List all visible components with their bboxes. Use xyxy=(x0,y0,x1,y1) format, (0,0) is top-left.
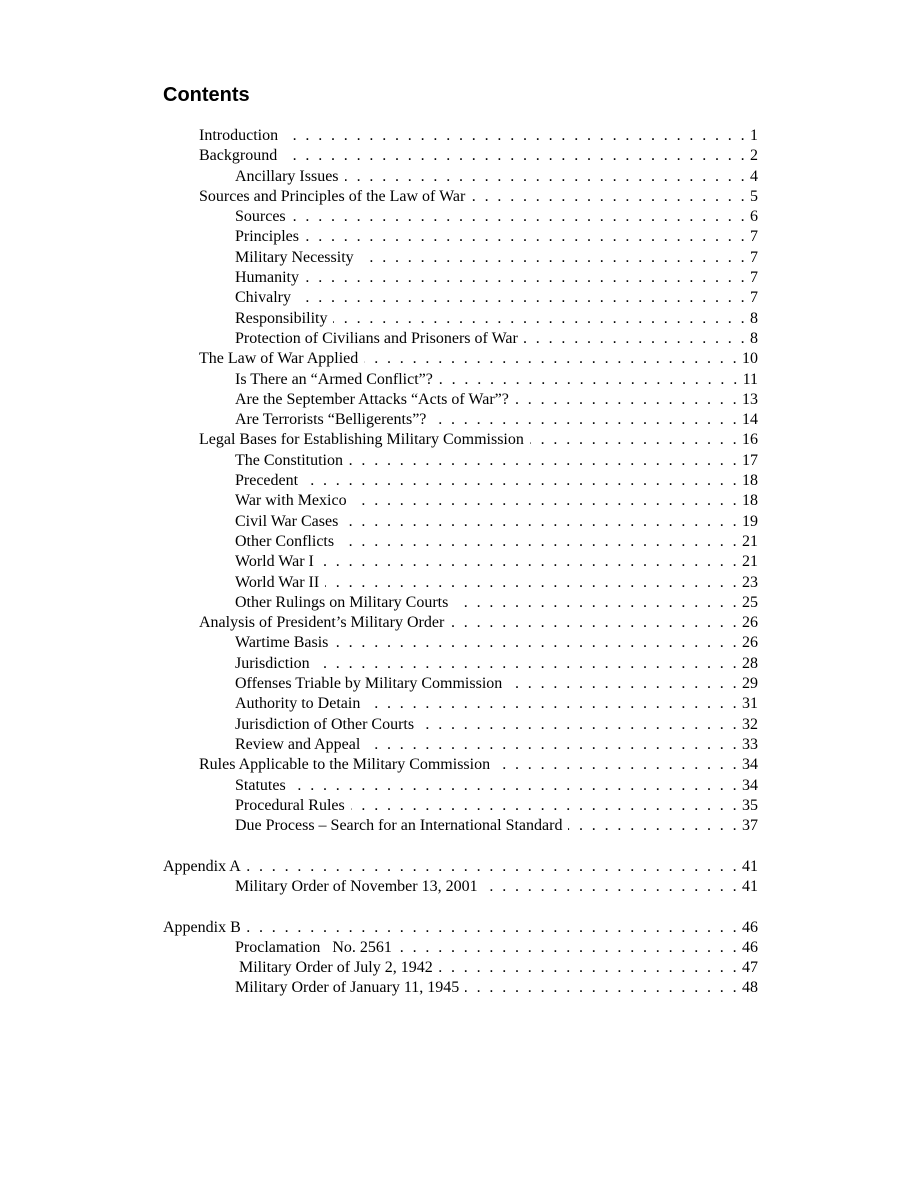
toc-dot-leader xyxy=(398,938,739,958)
toc-entry-title: Offenses Triable by Military Commission xyxy=(235,675,503,693)
toc-entry-page-number: 33 xyxy=(742,735,758,753)
toc-entry-page-number: 28 xyxy=(742,654,758,672)
toc-entry-page-number: 35 xyxy=(742,796,758,814)
toc-entry[interactable] xyxy=(235,329,758,349)
toc-entry[interactable] xyxy=(235,674,758,694)
toc-dot-leader xyxy=(320,552,739,572)
toc-entry-title: Procedural Rules xyxy=(235,796,345,814)
toc-entry[interactable] xyxy=(235,309,758,329)
toc-entry-title: Principles xyxy=(235,228,299,246)
toc-entry-page-number: 26 xyxy=(742,634,758,652)
toc-dot-leader xyxy=(304,471,739,491)
toc-entry-page-number: 4 xyxy=(750,167,758,185)
toc-dot-leader xyxy=(484,877,739,897)
toc-entry[interactable] xyxy=(235,268,758,288)
toc-dot-leader xyxy=(297,288,747,308)
toc-entry[interactable] xyxy=(199,126,758,146)
toc-dot-leader xyxy=(471,187,747,207)
toc-entry-page-number: 1 xyxy=(750,127,758,144)
toc-dot-leader xyxy=(420,715,739,735)
toc-entry-page-number: 7 xyxy=(750,228,758,246)
toc-entry-title: Wartime Basis xyxy=(235,634,329,652)
toc-entry-page-number: 18 xyxy=(742,472,758,490)
toc-entry-title: Ancillary Issues xyxy=(235,167,339,185)
toc-entry[interactable] xyxy=(199,146,758,166)
toc-spacer xyxy=(0,897,920,917)
toc-entry-page-number: 23 xyxy=(742,573,758,591)
toc-dot-leader xyxy=(345,167,747,187)
toc-dot-leader xyxy=(349,451,739,471)
toc-entry[interactable] xyxy=(235,978,758,998)
toc-dot-leader xyxy=(340,532,739,552)
toc-entry-page-number: 47 xyxy=(742,959,758,977)
toc-entry-page-number: 25 xyxy=(742,593,758,611)
toc-entry[interactable] xyxy=(199,755,758,775)
toc-entry-title: Jurisdiction xyxy=(235,654,310,672)
toc-entry-page-number: 46 xyxy=(742,918,758,936)
toc-entry[interactable] xyxy=(235,877,758,897)
toc-entry-title: Appendix A xyxy=(163,857,241,875)
toc-dot-leader xyxy=(432,410,739,430)
toc-entry-title: Review and Appeal xyxy=(235,735,361,753)
toc-entry-title: Jurisdiction of Other Courts xyxy=(235,715,415,733)
toc-dot-leader xyxy=(316,654,739,674)
toc-entry-title: World War I xyxy=(235,553,314,571)
toc-entry[interactable] xyxy=(163,918,758,938)
toc-entry[interactable] xyxy=(235,410,758,430)
toc-entry-page-number: 19 xyxy=(742,512,758,530)
toc-entry-title: Due Process – Search for an International Standard xyxy=(235,817,563,835)
toc-entry[interactable] xyxy=(235,735,758,755)
toc-entry-page-number: 17 xyxy=(742,451,758,469)
toc-entry-title: Military Order of January 11, 1945 xyxy=(235,979,460,997)
toc-dot-leader xyxy=(530,430,739,450)
toc-entry-title: Introduction xyxy=(199,127,279,144)
toc-entry-title: Protection of Civilians and Prisoners of War xyxy=(235,329,518,347)
toc-dot-leader xyxy=(454,593,739,613)
toc-dot-leader xyxy=(247,857,739,877)
toc-dot-leader xyxy=(334,633,739,653)
toc-entry-page-number: 7 xyxy=(750,289,758,307)
toc-entry[interactable] xyxy=(235,370,758,390)
toc-entry-title: Sources xyxy=(235,208,286,226)
toc-dot-leader xyxy=(292,207,747,227)
toc-entry-title: Military Order of November 13, 2001 xyxy=(235,877,478,895)
toc-entry-page-number: 21 xyxy=(742,553,758,571)
toc-entry[interactable] xyxy=(235,248,758,268)
toc-entry[interactable] xyxy=(235,532,758,552)
toc-entry[interactable] xyxy=(199,187,758,207)
toc-dot-leader xyxy=(284,126,747,146)
toc-dot-leader xyxy=(333,309,747,329)
toc-dot-leader xyxy=(292,776,739,796)
toc-entry-title: Is There an “Armed Conflict”? xyxy=(235,370,433,388)
toc-entry-page-number: 41 xyxy=(742,877,758,895)
toc-dot-leader xyxy=(366,694,739,714)
toc-entry-title: Responsibility xyxy=(235,309,328,327)
toc-entry-title: The Law of War Applied xyxy=(199,350,359,368)
toc-dot-leader xyxy=(351,796,739,816)
toc-entry-page-number: 18 xyxy=(742,492,758,510)
toc-dot-leader xyxy=(360,248,747,268)
toc-entry[interactable] xyxy=(235,471,758,491)
toc-entry-page-number: 8 xyxy=(750,309,758,327)
toc-entry-page-number: 16 xyxy=(742,431,758,449)
toc-entry-page-number: 11 xyxy=(742,370,758,388)
toc-entry-page-number: 41 xyxy=(742,857,758,875)
toc-entry[interactable] xyxy=(235,207,758,227)
toc-entry[interactable] xyxy=(235,776,758,796)
toc-entry-page-number: 32 xyxy=(742,715,758,733)
toc-entry-page-number: 7 xyxy=(750,248,758,266)
toc-entry-title: Statutes xyxy=(235,776,286,794)
toc-entry-title: Other Conflicts xyxy=(235,532,335,550)
toc-entry[interactable] xyxy=(235,654,758,674)
toc-entry-title: Military Necessity xyxy=(235,248,354,266)
toc-dot-leader xyxy=(450,613,739,633)
toc-dot-leader xyxy=(524,329,747,349)
toc-entry-page-number: 7 xyxy=(750,269,758,287)
toc-entry-page-number: 34 xyxy=(742,776,758,794)
toc-spacer xyxy=(0,836,920,856)
toc-entry-title: Precedent xyxy=(235,472,299,490)
toc-entry-page-number: 10 xyxy=(742,350,758,368)
toc-entry-title: Are Terrorists “Belligerents”? xyxy=(235,411,427,429)
toc-entry[interactable] xyxy=(235,796,758,816)
toc-entry-title: Background xyxy=(199,147,278,165)
toc-dot-leader xyxy=(283,146,747,166)
toc-entry-page-number: 29 xyxy=(742,675,758,693)
toc-dot-leader xyxy=(247,918,739,938)
toc-entry[interactable] xyxy=(235,552,758,572)
toc-entry-page-number: 31 xyxy=(742,695,758,713)
toc-entry-page-number: 2 xyxy=(750,147,758,165)
toc-entry-title: War with Mexico xyxy=(235,492,347,510)
toc-entry[interactable] xyxy=(235,227,758,247)
toc-dot-leader xyxy=(305,227,747,247)
toc-entry-page-number: 34 xyxy=(742,756,758,774)
toc-entry-page-number: 26 xyxy=(742,614,758,632)
toc-entry[interactable] xyxy=(235,694,758,714)
toc-entry-page-number: 46 xyxy=(742,938,758,956)
toc-entry[interactable] xyxy=(235,491,758,511)
toc-entry-page-number: 13 xyxy=(742,390,758,408)
toc-entry[interactable] xyxy=(235,958,758,978)
toc-entry[interactable] xyxy=(235,390,758,410)
toc-entry-title: Authority to Detain xyxy=(235,695,361,713)
toc-entry[interactable] xyxy=(235,451,758,471)
toc-entry[interactable] xyxy=(163,857,758,877)
toc-entry[interactable] xyxy=(235,167,758,187)
toc-dot-leader xyxy=(364,349,739,369)
toc-dot-leader xyxy=(439,370,740,390)
table-of-contents xyxy=(0,126,920,999)
toc-entry-title: Proclamation No. 2561 xyxy=(235,938,392,956)
toc-entry-title: Rules Applicable to the Military Commission xyxy=(199,756,491,774)
toc-entry-title: Humanity xyxy=(235,269,299,287)
toc-dot-leader xyxy=(305,268,747,288)
toc-entry[interactable] xyxy=(199,349,758,369)
toc-entry-title: Appendix B xyxy=(163,918,241,936)
toc-entry[interactable] xyxy=(235,288,758,308)
toc-dot-leader xyxy=(515,390,739,410)
toc-entry-page-number: 8 xyxy=(750,329,758,347)
toc-entry[interactable] xyxy=(199,613,758,633)
toc-dot-leader xyxy=(465,978,739,998)
toc-dot-leader xyxy=(353,491,739,511)
toc-entry-page-number: 48 xyxy=(742,979,758,997)
toc-entry-title: World War II xyxy=(235,573,320,591)
toc-entry-title: Legal Bases for Establishing Military Commission xyxy=(199,431,524,449)
toc-entry-title: The Constitution xyxy=(235,451,343,469)
toc-entry-page-number: 14 xyxy=(742,411,758,429)
toc-entry[interactable] xyxy=(235,573,758,593)
page-title: Contents xyxy=(163,84,250,106)
toc-entry[interactable] xyxy=(199,430,758,450)
toc-entry[interactable] xyxy=(235,938,758,958)
toc-entry-page-number: 5 xyxy=(750,187,758,205)
toc-dot-leader xyxy=(568,816,739,836)
toc-entry-page-number: 6 xyxy=(750,208,758,226)
toc-entry[interactable] xyxy=(235,633,758,653)
toc-entry-title: Civil War Cases xyxy=(235,512,339,530)
toc-entry-title: Military Order of July 2, 1942 xyxy=(235,959,433,977)
toc-dot-leader xyxy=(439,958,739,978)
toc-entry[interactable] xyxy=(235,816,758,836)
toc-dot-leader xyxy=(344,512,739,532)
toc-entry-page-number: 21 xyxy=(742,532,758,550)
toc-entry[interactable] xyxy=(235,512,758,532)
toc-dot-leader xyxy=(366,735,739,755)
toc-entry-page-number: 37 xyxy=(742,817,758,835)
toc-entry-title: Analysis of President’s Military Order xyxy=(199,614,445,632)
toc-dot-leader xyxy=(496,755,739,775)
toc-dot-leader xyxy=(325,573,739,593)
toc-dot-leader xyxy=(508,674,739,694)
toc-entry[interactable] xyxy=(235,715,758,735)
toc-entry-title: Other Rulings on Military Courts xyxy=(235,593,449,611)
toc-entry-title: Chivalry xyxy=(235,289,291,307)
toc-entry[interactable] xyxy=(235,593,758,613)
toc-entry-title: Are the September Attacks “Acts of War”? xyxy=(235,390,509,408)
toc-entry-title: Sources and Principles of the Law of War xyxy=(199,187,466,205)
